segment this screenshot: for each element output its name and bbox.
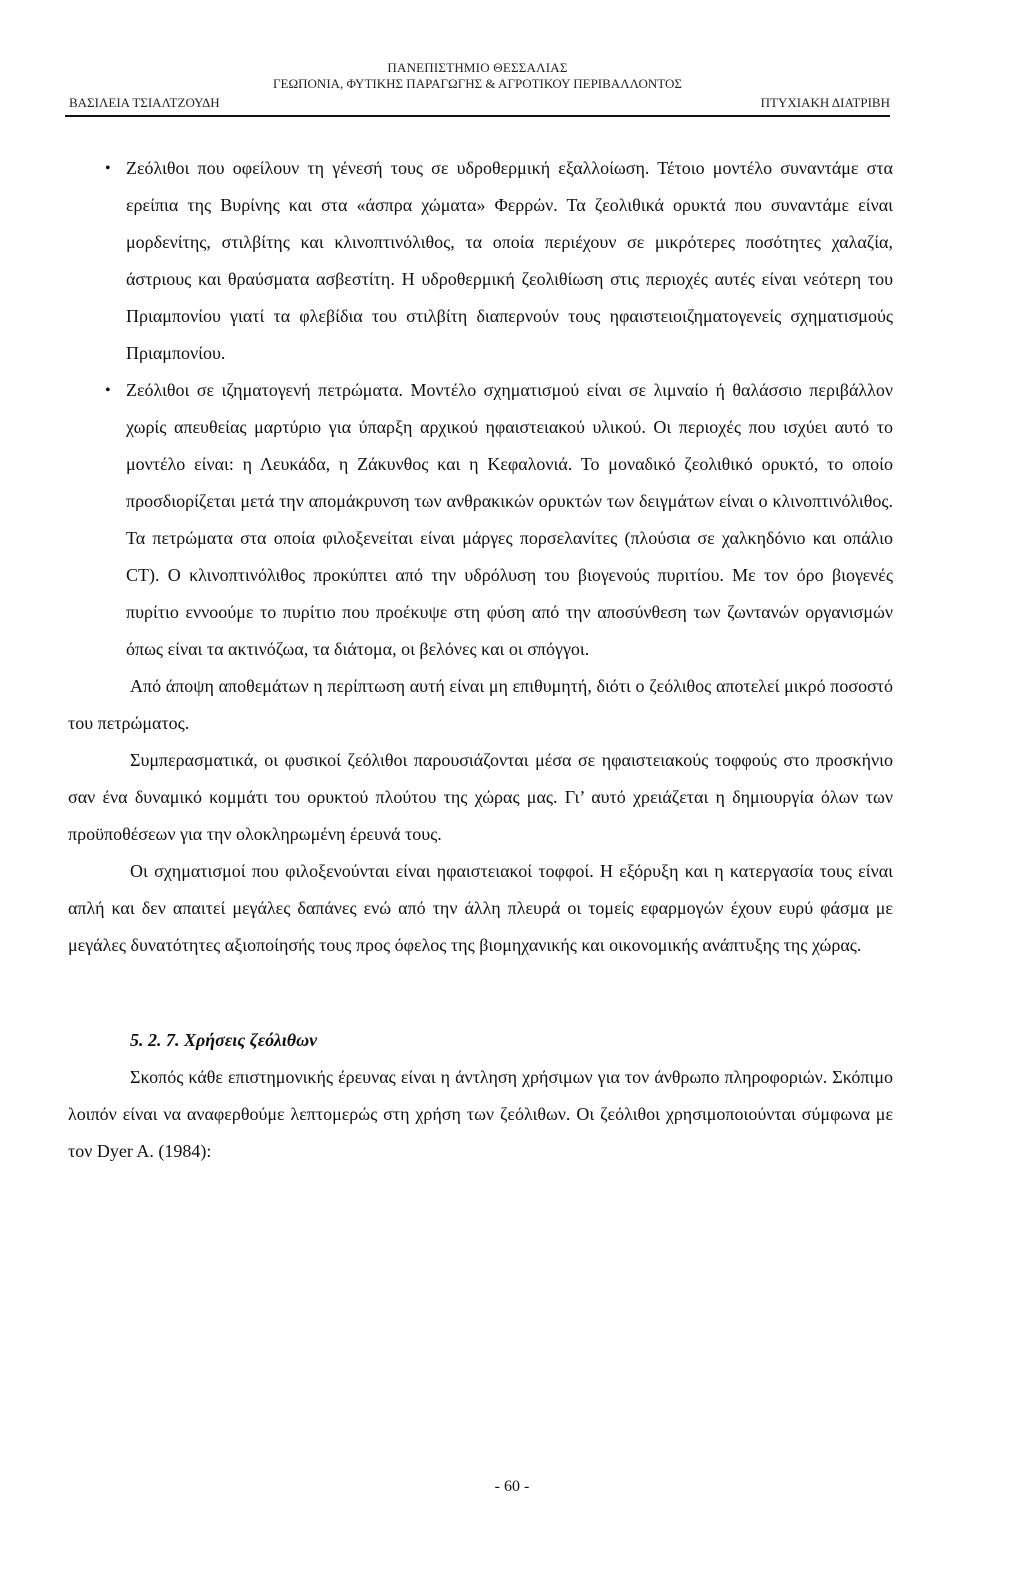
page-header (65, 60, 890, 118)
bullet-lead-text: Ζεόλιθοι σε ιζηματογενή πετρώματα. (126, 380, 404, 400)
bullet-text: Ζεόλιθοι που οφείλουν τη γένεσή τους σε υδροθερμική εξαλλοίωση. Τέτοιο μοντέλο συναντάμε στα ερείπια της Βυρίνης και στα «άσπρα χώματα» Φερρών. Τα ζεολιθικά ορυκτά που συναντάμε είναι μορδενίτης, στιλβίτης και κλινοπτινόλιθος, τα οποία περιέχουν σε μικρότερες ποσότητες χαλαζία, άστριους και θραύσματα ασβεστίτη. Η υδροθερμική ζεολιθίωση στις περιοχές αυτές είναι νεότερη του Πριαμπονίου γιατί τα φλεβίδια του στιλβίτη διαπερνούν τους ηφαιστειοιζηματογενείς σχηματισμούς Πριαμπονίου. (126, 158, 893, 363)
bullet-item-hydrothermal (68, 150, 893, 372)
header-rule (65, 115, 890, 117)
paragraph-uses: Σκοπός κάθε επιστημονικής έρευνας είναι η άντληση χρήσιμων για τον άνθρωπο πληροφοριών. Σκόπιμο λοιπόν είναι να αναφερθούμε λεπτομερώς στη χρήση των ζεόλιθων. Οι ζεόλιθοι χρησιμοποιούνται σύμφωνα με τον Dyer A. (1984): (68, 1067, 893, 1161)
thesis-type: ΠΤΥΧΙΑΚΗ ΔΙΑΤΡΙΒΗ (760, 95, 890, 110)
author-name: ΒΑΣΙΛΕΙΑ ΤΣΙΑΛΤΖΟΥΔΗ (69, 95, 220, 110)
bullet-icon: • (105, 160, 111, 177)
bullet-icon: • (105, 382, 111, 399)
paragraph-conclusion: Συμπερασματικά, οι φυσικοί ζεόλιθοι παρουσιάζονται μέσα σε ηφαιστειακούς τοφφούς στο προσκήνιο σαν ένα δυναμικό κομμάτι του ορυκτού πλούτου της χώρας μας. Γι’ αυτό χρειάζεται η δημιουργία όλων των προϋποθέσεων για την ολοκληρωμένη έρευνά τους. (68, 750, 893, 844)
document-body (68, 150, 893, 1170)
bullet-item-sedimentary (68, 372, 893, 668)
bullet-text: Μοντέλο σχηματισμού είναι σε λιμναίο ή θαλάσσιο περιβάλλον χωρίς απευθείας μαρτύριο για ύπαρξη αρχικού ηφαιστειακού υλικού. Οι περιοχές που ισχύει αυτό το μοντέλο είναι: η Λευκάδα, η Ζάκυνθος και η Κεφαλονιά. Το μοναδικό ζεολιθικό ορυκτό, το οποίο προσδιορίζεται μετά την απομάκρυνση των ανθρακικών ορυκτών των δειγμάτων είναι ο κλινοπτινόλιθος. Τα πετρώματα στα οποία φιλοξενείται είναι μάργες πορσελανίτες (πλούσια σε χαλκηδόνιο και οπάλιο CT). Ο κλινοπτινόλιθος προκύπτει από την υδρόλυση του βιογενούς πυριτίου. Με τον όρο βιογενές πυρίτιο εννοούμε το πυρίτιο που προέκυψε στη φύση από την αποσύνθεση των ζωντανών οργανισμών όπως είναι τα ακτινόζωα, τα διάτομα, οι βελόνες και οι σπόγγοι. (126, 380, 893, 659)
department-name: ΓΕΩΠΟΝΙΑ, ΦΥΤΙΚΗΣ ΠΑΡΑΓΩΓΗΣ & ΑΓΡΟΤΙΚΟΥ ΠΕΡΙΒΑΛΛΟΝΤΟΣ (273, 76, 682, 91)
university-name: ΠΑΝΕΠΙΣΤΗΜΙΟ ΘΕΣΣΑΛΙΑΣ (387, 60, 568, 75)
paragraph-reserves: Από άποψη αποθεμάτων η περίπτωση αυτή είναι μη επιθυμητή, διότι ο ζεόλιθος αποτελεί μικρό ποσοστό του πετρώματος. (68, 676, 893, 733)
section-heading: 5. 2. 7. Χρήσεις ζεόλιθων (130, 1030, 318, 1050)
page-number: - 60 - (494, 1478, 530, 1495)
paragraph-formations: Οι σχηματισμοί που φιλοξενούνται είναι ηφαιστειακοί τοφφοί. Η εξόρυξη και η κατεργασία τους είναι απλή και δεν απαιτεί μεγάλες δαπάνες ενώ από την άλλη πλευρά οι τομείς εφαρμογών έχουν ευρύ φάσμα με μεγάλες δυνατότητες αξιοποίησής τους προς όφελος της βιομηχανικής και οικονομικής ανάπτυξης της χώρας. (68, 861, 893, 955)
